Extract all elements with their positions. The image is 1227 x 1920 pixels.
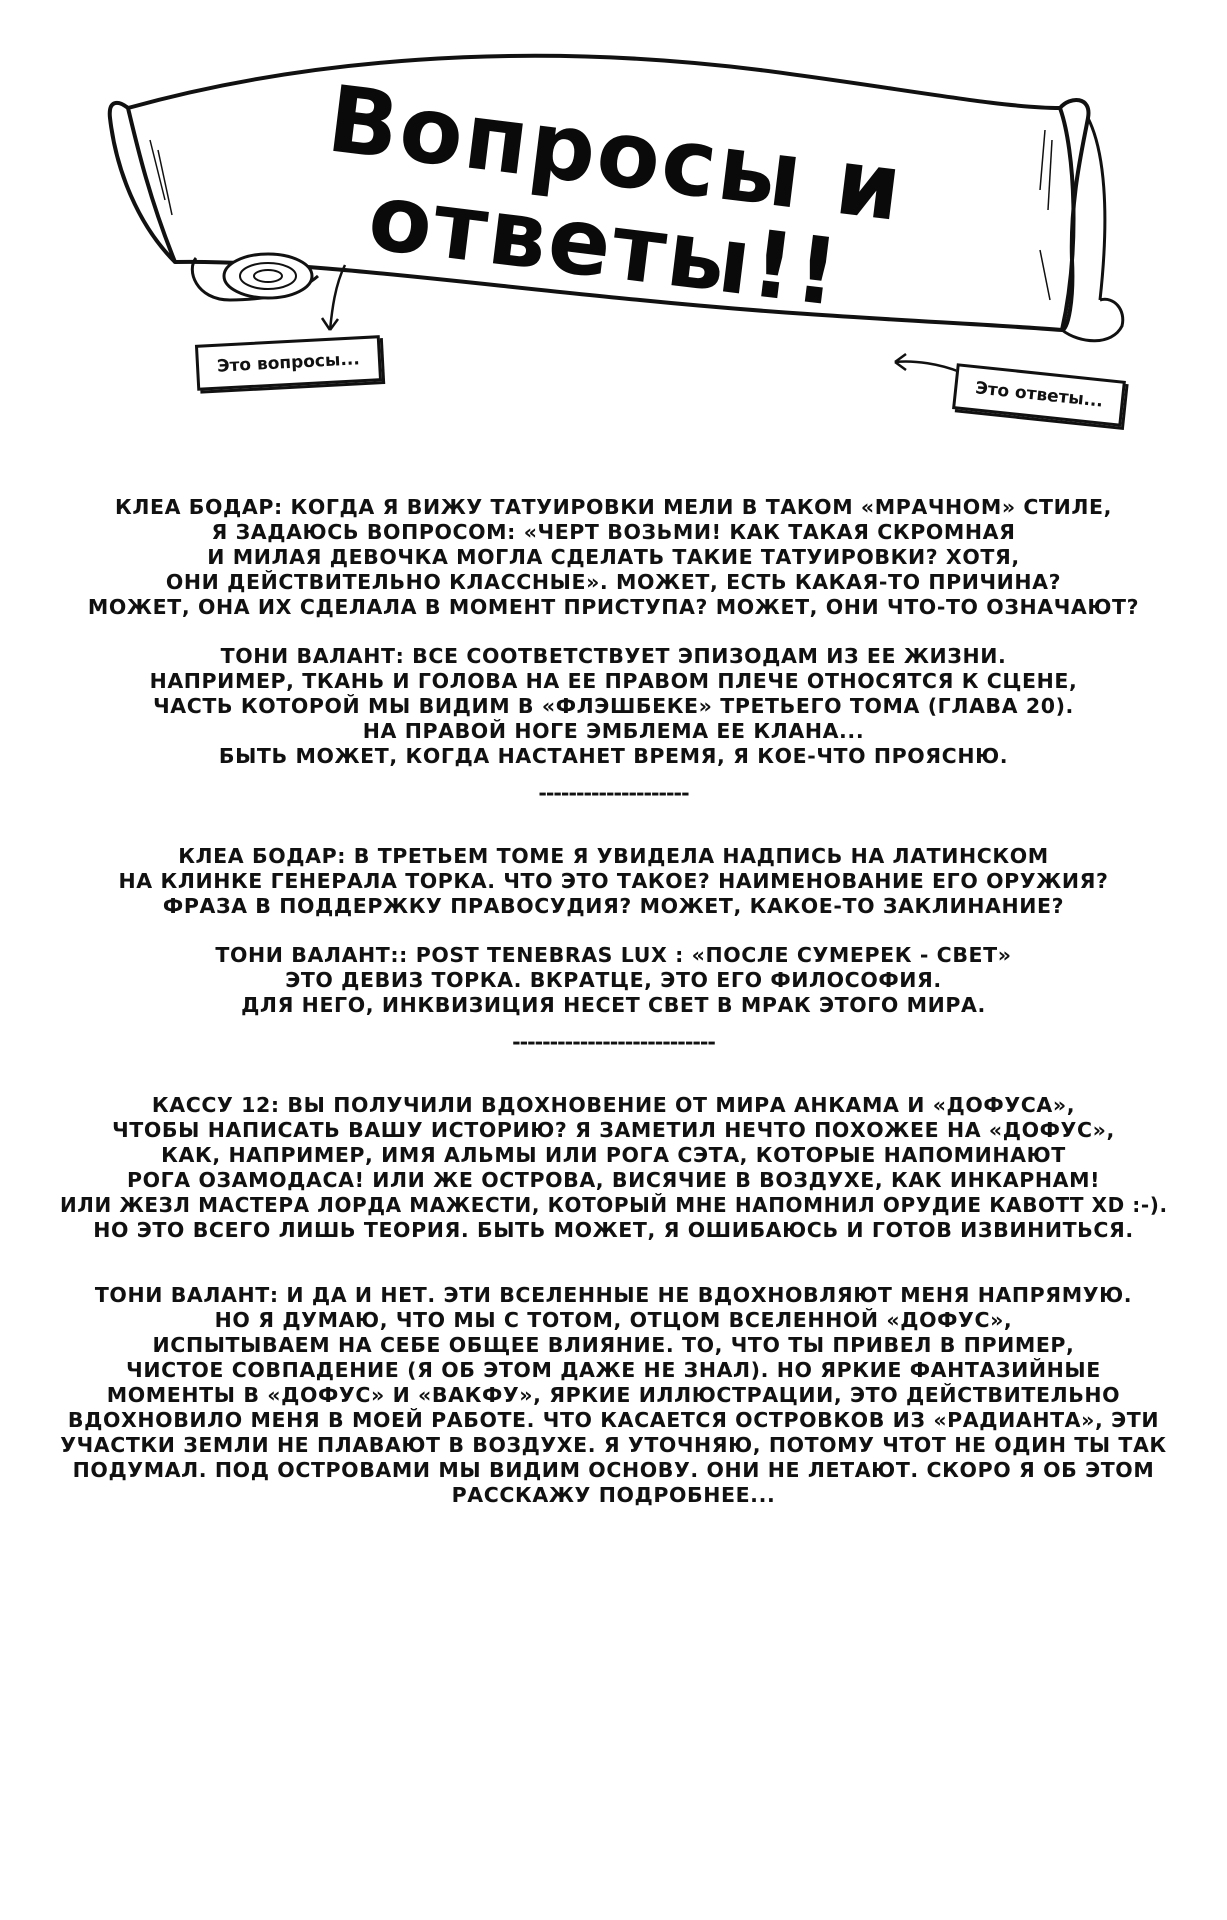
text-line: ФРАЗА В ПОДДЕРЖКУ ПРАВОСУДИЯ? МОЖЕТ, КАКОЕ-ТО ЗАКЛИНАНИЕ? bbox=[162, 894, 1065, 918]
text-line: НО Я ДУМАЮ, ЧТО МЫ С ТОТОМ, ОТЦОМ ВСЕЛЕННОЙ «ДОФУС», bbox=[214, 1308, 1013, 1332]
text-line: РОГА ОЗАМОДАСА! ИЛИ ЖЕ ОСТРОВА, ВИСЯЧИЕ В ВОЗДУХЕ, КАК ИНКАРНАМ! bbox=[126, 1168, 1101, 1192]
text-line: ТОНИ ВАЛАНТ:: POST TENEBRAS LUX : «ПОСЛЕ СУМЕРЕК - СВЕТ» bbox=[215, 943, 1012, 967]
text-line: ВДОХНОВИЛО МЕНЯ В МОЕЙ РАБОТЕ. ЧТО КАСАЕТСЯ ОСТРОВКОВ ИЗ «РАДИАНТА», ЭТИ bbox=[67, 1408, 1160, 1432]
answers-tag: Это ответы... bbox=[952, 363, 1126, 427]
qa-content bbox=[60, 495, 1167, 1508]
text-line: НА ПРАВОЙ НОГЕ ЭМБЛЕМА ЕЕ КЛАНА... bbox=[362, 719, 865, 743]
answer-block bbox=[60, 1283, 1167, 1508]
text-line: И МИЛАЯ ДЕВОЧКА МОГЛА СДЕЛАТЬ ТАКИЕ ТАТУИРОВКИ? ХОТЯ, bbox=[207, 545, 1020, 569]
text-line: ОНИ ДЕЙСТВИТЕЛЬНО КЛАССНЫЕ». МОЖЕТ, ЕСТЬ КАКАЯ-ТО ПРИЧИНА? bbox=[165, 570, 1062, 594]
text-line: КАК, НАПРИМЕР, ИМЯ АЛЬМЫ ИЛИ РОГА СЭТА, КОТОРЫЕ НАПОМИНАЮТ bbox=[161, 1143, 1066, 1167]
section-divider: -------------------- bbox=[538, 781, 689, 805]
text-line: ПОДУМАЛ. ПОД ОСТРОВАМИ МЫ ВИДИМ ОСНОВУ. ОНИ НЕ ЛЕТАЮТ. СКОРО Я ОБ ЭТОМ bbox=[72, 1458, 1155, 1482]
text-line: УЧАСТКИ ЗЕМЛИ НЕ ПЛАВАЮТ В ВОЗДУХЕ. Я УТОЧНЯЮ, ПОТОМУ ЧТОТ НЕ ОДИН ТЫ ТАК bbox=[60, 1433, 1167, 1457]
title-scroll-banner bbox=[0, 0, 1227, 430]
text-line: НА КЛИНКЕ ГЕНЕРАЛА ТОРКА. ЧТО ЭТО ТАКОЕ? НАИМЕНОВАНИЕ ЕГО ОРУЖИЯ? bbox=[118, 869, 1109, 893]
question-block bbox=[60, 495, 1167, 620]
answer-block bbox=[60, 644, 1167, 769]
text-line: Я ЗАДАЮСЬ ВОПРОСОМ: «ЧЕРТ ВОЗЬМИ! КАК ТАКАЯ СКРОМНАЯ bbox=[211, 520, 1016, 544]
text-line: КЛЕА БОДАР: В ТРЕТЬЕМ ТОМЕ Я УВИДЕЛА НАДПИСЬ НА ЛАТИНСКОМ bbox=[178, 844, 1049, 868]
text-line: МОМЕНТЫ В «ДОФУС» И «ВАКФУ», ЯРКИЕ ИЛЛЮСТРАЦИИ, ЭТО ДЕЙСТВИТЕЛЬНО bbox=[106, 1383, 1121, 1407]
text-line: БЫТЬ МОЖЕТ, КОГДА НАСТАНЕТ ВРЕМЯ, Я КОЕ-ЧТО ПРОЯСНЮ. bbox=[218, 744, 1009, 768]
question-block bbox=[60, 1093, 1167, 1243]
text-line: ЧАСТЬ КОТОРОЙ МЫ ВИДИМ В «ФЛЭШБЕКЕ» ТРЕТЬЕГО ТОМА (ГЛАВА 20). bbox=[153, 694, 1074, 718]
questions-tag: Это вопросы... bbox=[195, 335, 382, 391]
text-line: КАССУ 12: ВЫ ПОЛУЧИЛИ ВДОХНОВЕНИЕ ОТ МИРА АНКАМА И «ДОФУСА», bbox=[151, 1093, 1076, 1117]
question-block bbox=[60, 844, 1167, 919]
text-line: ЧТОБЫ НАПИСАТЬ ВАШУ ИСТОРИЮ? Я ЗАМЕТИЛ НЕЧТО ПОХОЖЕЕ НА «ДОФУС», bbox=[112, 1118, 1115, 1142]
text-line: ТОНИ ВАЛАНТ: И ДА И НЕТ. ЭТИ ВСЕЛЕННЫЕ НЕ ВДОХНОВЛЯЮТ МЕНЯ НАПРЯМУЮ. bbox=[94, 1283, 1133, 1307]
text-line: РАССКАЖУ ПОДРОБНЕЕ... bbox=[451, 1483, 776, 1507]
text-line: ЧИСТОЕ СОВПАДЕНИЕ (Я ОБ ЭТОМ ДАЖЕ НЕ ЗНАЛ). НО ЯРКИЕ ФАНТАЗИЙНЫЕ bbox=[126, 1358, 1101, 1382]
page-title: Вопросы и ответы!! bbox=[322, 65, 910, 328]
text-line: ЭТО ДЕВИЗ ТОРКА. ВКРАТЦЕ, ЭТО ЕГО ФИЛОСОФИЯ. bbox=[285, 968, 942, 992]
text-line: ДЛЯ НЕГО, ИНКВИЗИЦИЯ НЕСЕТ СВЕТ В МРАК ЭТОГО МИРА. bbox=[241, 993, 986, 1017]
text-line: ТОНИ ВАЛАНТ: ВСЕ СООТВЕТСТВУЕТ ЭПИЗОДАМ ИЗ ЕЕ ЖИЗНИ. bbox=[220, 644, 1007, 668]
text-line: ИСПЫТЫВАЕМ НА СЕБЕ ОБЩЕЕ ВЛИЯНИЕ. ТО, ЧТО ТЫ ПРИВЕЛ В ПРИМЕР, bbox=[152, 1333, 1075, 1357]
text-line: НАПРИМЕР, ТКАНЬ И ГОЛОВА НА ЕЕ ПРАВОМ ПЛЕЧЕ ОТНОСЯТСЯ К СЦЕНЕ, bbox=[149, 669, 1078, 693]
answer-block bbox=[60, 943, 1167, 1018]
section-divider: --------------------------- bbox=[512, 1030, 715, 1054]
text-line: НО ЭТО ВСЕГО ЛИШЬ ТЕОРИЯ. БЫТЬ МОЖЕТ, Я ОШИБАЮСЬ И ГОТОВ ИЗВИНИТЬСЯ. bbox=[93, 1218, 1134, 1242]
text-line: КЛЕА БОДАР: КОГДА Я ВИЖУ ТАТУИРОВКИ МЕЛИ В ТАКОМ «МРАЧНОМ» СТИЛЕ, bbox=[114, 495, 1112, 519]
text-line: МОЖЕТ, ОНА ИХ СДЕЛАЛА В МОМЕНТ ПРИСТУПА? МОЖЕТ, ОНИ ЧТО-ТО ОЗНАЧАЮТ? bbox=[87, 595, 1140, 619]
text-line: ИЛИ ЖЕЗЛ МАСТЕРА ЛОРДА МАЖЕСТИ, КОТОРЫЙ МНЕ НАПОМНИЛ ОРУДИЕ КАВОТТ XD :-). bbox=[60, 1193, 1168, 1217]
